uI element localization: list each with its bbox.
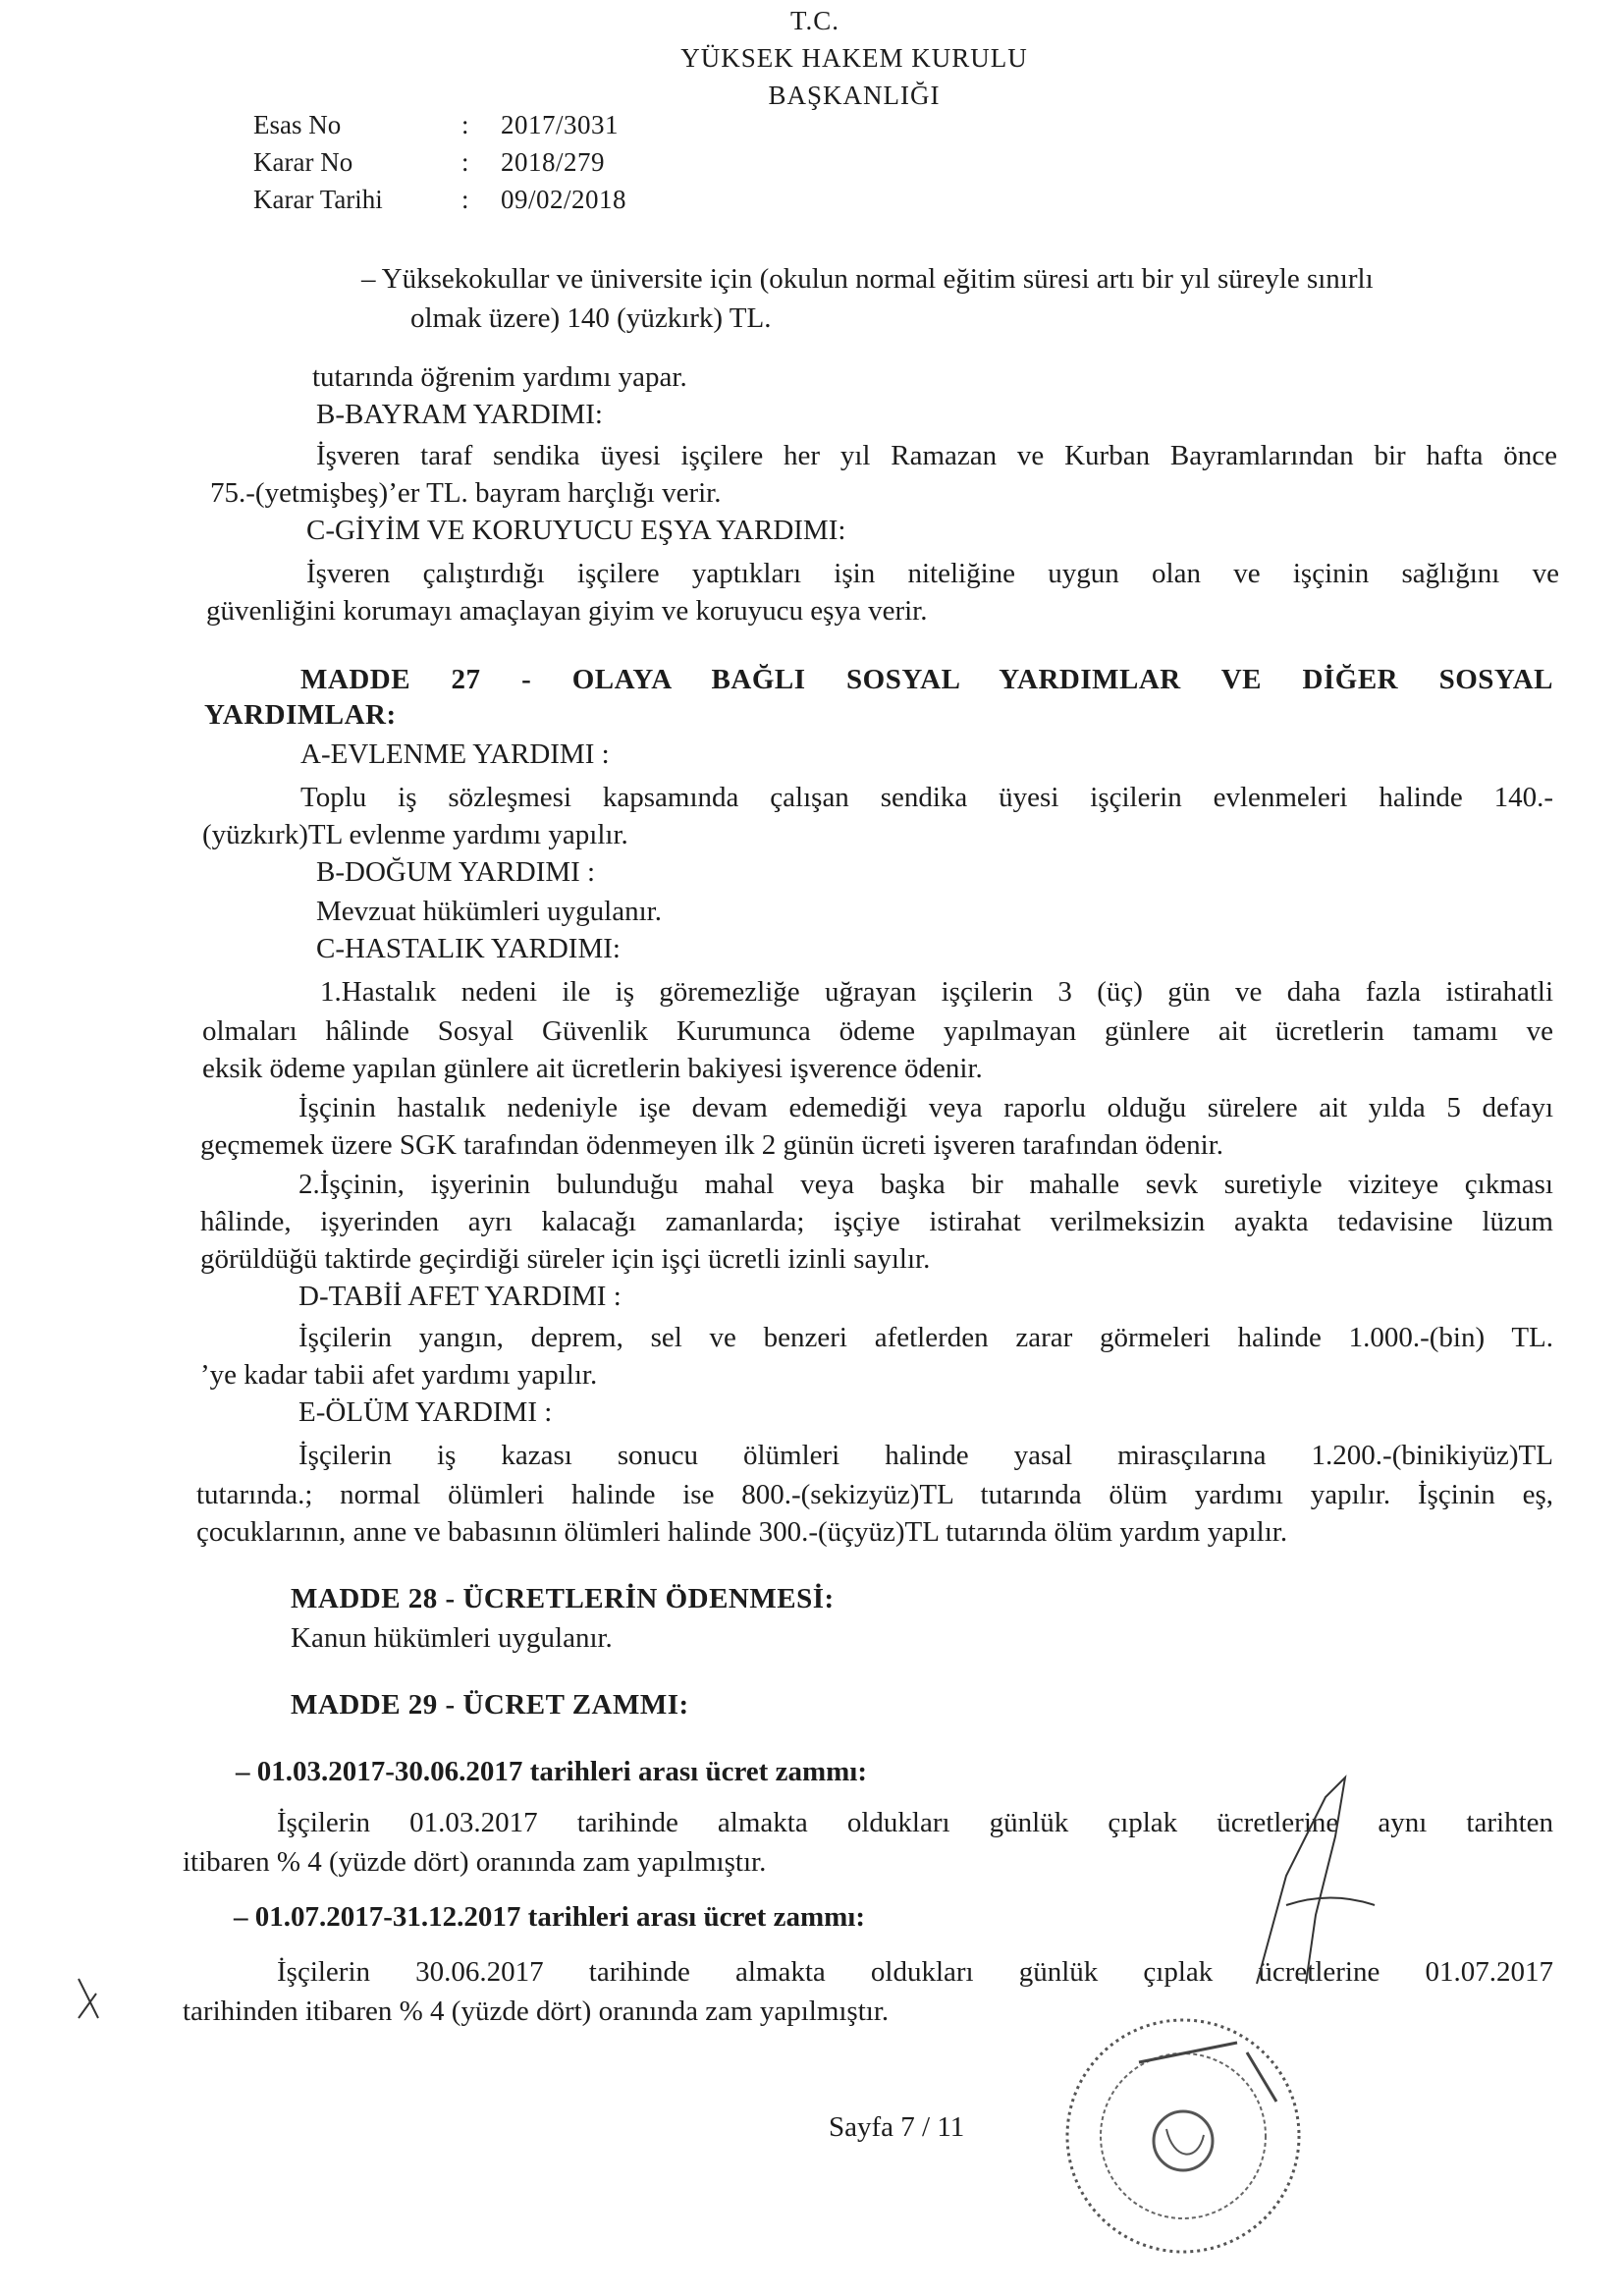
meta-tarih-label: Karar Tarihi [253,185,383,214]
meta-tarih-colon: : [461,185,469,214]
text-line: 75.-(yetmişbeş)’er TL. bayram harçlığı verir. [210,477,722,509]
madde-28-title: MADDE 28 - ÜCRETLERİN ÖDENMESİ: [291,1583,835,1614]
text-line: çocuklarının, anne ve babasının ölümleri halinde 300.-(üçyüz)TL tutarında ölüm yardım yapılır. [196,1516,1288,1548]
section-heading: B-DOĞUM YARDIMI : [316,856,596,888]
section-heading: E-ÖLÜM YARDIMI : [298,1396,553,1428]
meta-karar-value: 2018/279 [501,147,606,177]
header-presidency: BAŞKANLIĞI [768,81,941,110]
section-heading: B-BAYRAM YARDIMI: [316,399,603,430]
text-line: itibaren % 4 (yüzde dört) oranında zam yapılmıştır. [183,1846,767,1878]
section-heading: D-TABİİ AFET YARDIMI : [298,1281,622,1312]
madde-27-title: MADDE 27 - OLAYA BAĞLI SOSYAL YARDIMLAR VE DİĞER SOSYAL [300,664,1553,695]
text-line: Mevzuat hükümleri uygulanır. [316,896,662,927]
madde-29-title: MADDE 29 - ÜCRET ZAMMI: [291,1689,689,1721]
text-line: İşçilerin 01.03.2017 tarihinde almakta oldukları günlük çıplak ücretlerine aynı tarihten [277,1807,1553,1838]
madde-27-title-cont: YARDIMLAR: [204,699,397,731]
section-heading: A-EVLENME YARDIMI : [300,738,610,770]
meta-karar-colon: : [461,147,469,177]
official-seal [1051,2003,1316,2269]
text-line: İşçilerin 30.06.2017 tarihinde almakta oldukları günlük çıplak ücretlerine 01.07.2017 [277,1956,1553,1988]
meta-esas-label: Esas No [253,110,342,139]
text-line: İşveren çalıştırdığı işçilere yaptıkları işin niteliğine uygun olan ve işçinin sağlığını ve [306,558,1559,589]
wage-period-1: – 01.03.2017-30.06.2017 tarihleri arası ücret zammı: [236,1756,867,1787]
text-line: İşveren taraf sendika üyesi işçilere her yıl Ramazan ve Kurban Bayramlarından bir hafta önce [316,440,1557,471]
meta-esas-colon: : [461,110,469,139]
text-line: ’ye kadar tabii afet yardımı yapılır. [200,1359,598,1391]
text-line: Toplu iş sözleşmesi kapsamında çalışan sendika üyesi işçilerin evlenmeleri halinde 140.- [300,782,1553,813]
text-line: İşçilerin yangın, deprem, sel ve benzeri afetlerden zarar görmeleri halinde 1.000.-(bin) TL. [298,1322,1553,1353]
meta-tarih-value: 09/02/2018 [501,185,627,214]
text-line: görüldüğü taktirde geçirdiği süreler için işçi ücretli izinli sayılır. [200,1243,931,1275]
text-line: güvenliğini korumayı amaçlayan giyim ve koruyucu eşya verir. [206,595,928,627]
text-line: 1.Hastalık nedeni ile iş göremezliğe uğrayan işçilerin 3 (üç) gün ve daha fazla istirahatli [320,976,1553,1008]
text-line: tutarında.; normal ölümleri halinde ise 800.-(sekizyüz)TL tutarında ölüm yardımı yapılır. İşçinin eş, [196,1479,1553,1510]
text-line: geçmemek üzere SGK tarafından ödenmeyen ilk 2 günün ücreti işveren tarafından ödenir. [200,1129,1224,1161]
meta-karar-label: Karar No [253,147,353,177]
text-line: Kanun hükümleri uygulanır. [291,1622,613,1654]
text-line: hâlinde, işyerinden ayrı kalacağı zamanlarda; işçiye istirahat verilmeksizin ayakta tedavisine lüzum [200,1206,1553,1237]
section-heading: C-GİYİM VE KORUYUCU EŞYA YARDIMI: [306,515,846,546]
text-line: eksik ödeme yapılan günlere ait ücretlerin bakiyesi işverence ödenir. [202,1053,983,1084]
page-number: Sayfa 7 / 11 [829,2111,965,2143]
text-line: olmak üzere) 140 (yüzkırk) TL. [410,302,772,334]
section-heading: C-HASTALIK YARDIMI: [316,933,621,964]
signature-mark [1139,1758,1453,2013]
header-institution: YÜKSEK HAKEM KURULU [680,43,1028,73]
text-line: olmaları hâlinde Sosyal Güvenlik Kurumunca ödeme yapılmayan günlere ait ücretlerin tamamı ve [202,1015,1553,1047]
margin-mark [69,1974,108,2023]
text-line: (yüzkırk)TL evlenme yardımı yapılır. [202,819,628,850]
text-line: tarihinden itibaren % 4 (yüzde dört) oranında zam yapılmıştır. [183,1995,890,2027]
text-line: 2.İşçinin, işyerinin bulunduğu mahal veya başka bir mahalle sevk suretiyle viziteye çıkması [298,1169,1553,1200]
text-line: İşçilerin iş kazası sonucu ölümleri halinde yasal mirasçılarına 1.200.-(binikiyüz)TL [298,1440,1553,1471]
wage-period-2: – 01.07.2017-31.12.2017 tarihleri arası ücret zammı: [234,1901,865,1933]
text-line: tutarında öğrenim yardımı yapar. [312,361,687,393]
text-line: – Yüksekokullar ve üniversite için (okulun normal eğitim süresi artı bir yıl süreyle sınırlı [361,263,1374,295]
meta-esas-value: 2017/3031 [501,110,620,139]
header-tc: T.C. [790,6,839,35]
text-line: İşçinin hastalık nedeniyle işe devam edemediği veya raporlu olduğu sürelere ait yılda 5 defayı [298,1092,1553,1123]
